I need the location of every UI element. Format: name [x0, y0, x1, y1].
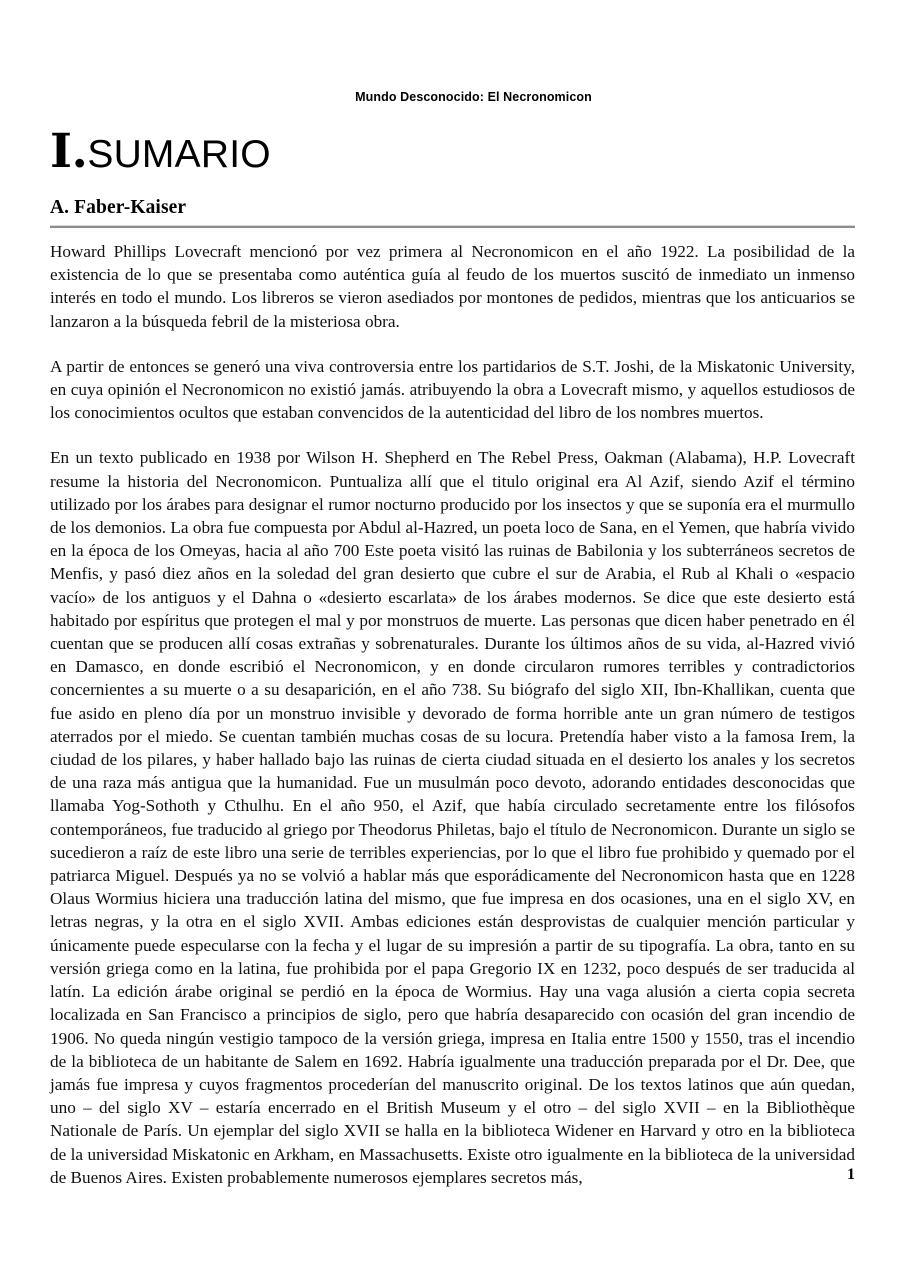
paragraph: En un texto publicado en 1938 por Wilson H. Shepherd en The Rebel Press, Oakman (Alabama), H.P. Lovecraft resume la historia del Necronomicon. Puntualiza allí que el titulo original era Al Azif, siendo Azif el término utilizado por los árabes para designar el rumor nocturno producido por los insectos y que se suponía era el murmullo de los demonios. La obra fue compuesta por Abdul al-Hazred, un poeta loco de Sana, en el Yemen, que habría vivido en la época de los Omeyas, hacia al año 700 Este poeta visitó las ruinas de Babilonia y los subterráneos secretos de Menfis, y pasó diez años en la soledad del gran desierto que cubre el sur de Arabia, el Rub al Khali o «espacio vacío» de los antiguos y el Dahna o «desierto escarlata» de los árabes modernos. Se dice que este desierto está habitado por espíritus que protegen el mal y por monstruos de muerte. Las personas que dicen haber penetrado en él cuentan que se producen allí cosas extrañas y sobrenaturales. Durante los últimos años de su vida, al-Hazred vivió en Damasco, en donde escribió el Necronomicon, y en donde circularon rumores terribles y contradictorios concernientes a su muerte o a su desaparición, en el año 738. Su biógrafo del siglo XII, Ibn-Khallikan, cuenta que fue asido en pleno día por un monstruo invisible y devorado de forma horrible ante un gran número de testigos aterrados por el miedo. Se cuentan también muchas cosas de su locura. Pretendía haber visto a la famosa Irem, la ciudad de los pilares, y haber hallado bajo las ruinas de cierta ciudad situada en el desierto los anales y los secretos de una raza más antigua que la humanidad. Fue un musulmán poco devoto, adorando entidades desconocidas que llamaba Yog-Sothoth y Cthulhu. En el año 950, el Azif, que había circulado secretamente entre los filósofos contemporáneos, fue traducido al griego por Theodorus Philetas, bajo el título de Necronomicon. Durante un siglo se sucedieron a raíz de este libro una serie de terribles experiencias, por lo que el libro fue prohibido y quemado por el patriarca Miguel. Después ya no se volvió a hablar más que esporádicamente del Necronomicon hasta que en 1228 Olaus Wormius hiciera una traducción latina del mismo, que fue impresa en dos ocasiones, una en el siglo XV, en letras negras, y la otra en el siglo XVII. Ambas ediciones están desprovistas de cualquier mención particular y únicamente puede especularse con la fecha y el lugar de su impresión a partir de su tipografía. La obra, tanto en su versión griega como en la latina, fue prohibida por el papa Gregorio IX en 1232, poco después de ser traducida al latín. La edición árabe original se perdió en la época de Wormius. Hay una vaga alusión a cierta copia secreta localizada en San Francisco a principios de siglo, pero que habría desaparecido con ocasión del gran incendio de 1906. No queda ningún vestigio tampoco de la versión griega, impresa en Italia entre 1500 y 1550, tras el incendio de la biblioteca de un habitante de Salem en 1692. Habría igualmente una traducción preparada por el Dr. Dee, que jamás fue impresa y cuyos fragmentos procederían del manuscrito original. De los textos latinos que aún quedan, uno – del siglo XV – estaría encerrado en el British Museum y el otro – del siglo XVII – en la Bibliothèque Nationale de París. Un ejemplar del siglo XVII se halla en la biblioteca Widener en Harvard y otro en la biblioteca de la universidad Miskatonic en Arkham, en Massachusetts. Existe otro igualmente en la biblioteca de la universidad de Buenos Aires. Existen probablemente numerosos ejemplares secretos más,	[50, 448, 855, 1187]
body-text	[50, 240, 855, 1189]
paragraph: A partir de entonces se generó una viva controversia entre los partidarios de S.T. Joshi, de la Miskatonic University, en cuya opinión el Necronomicon no existió jamás. atribuyendo la obra a Lovecraft mismo, y aquellos estudiosos de los conocimientos ocultos que estaban convencidos de la autenticidad del libro de los nombres muertos.	[50, 356, 855, 423]
heading-divider	[50, 225, 855, 228]
author-heading: A. Faber-Kaiser	[50, 197, 187, 218]
running-header: Mundo Desconocido: El Necronomicon	[355, 90, 592, 104]
chapter-number: I.	[50, 124, 88, 179]
paragraph: Howard Phillips Lovecraft mencionó por vez primera al Necronomicon en el año 1922. La posibilidad de la existencia de lo que se presentaba como auténtica guía al feudo de los muertos suscitó de inmediato un inmenso interés en todo el mundo. Los libreros se vieron asediados por montones de pedidos, mientras que los anticuarios se lanzaron a la búsqueda febril de la misteriosa obra.	[50, 242, 855, 331]
page-title	[50, 124, 271, 179]
page-number: 1	[847, 1166, 855, 1183]
chapter-word: SUMARIO	[87, 133, 271, 176]
